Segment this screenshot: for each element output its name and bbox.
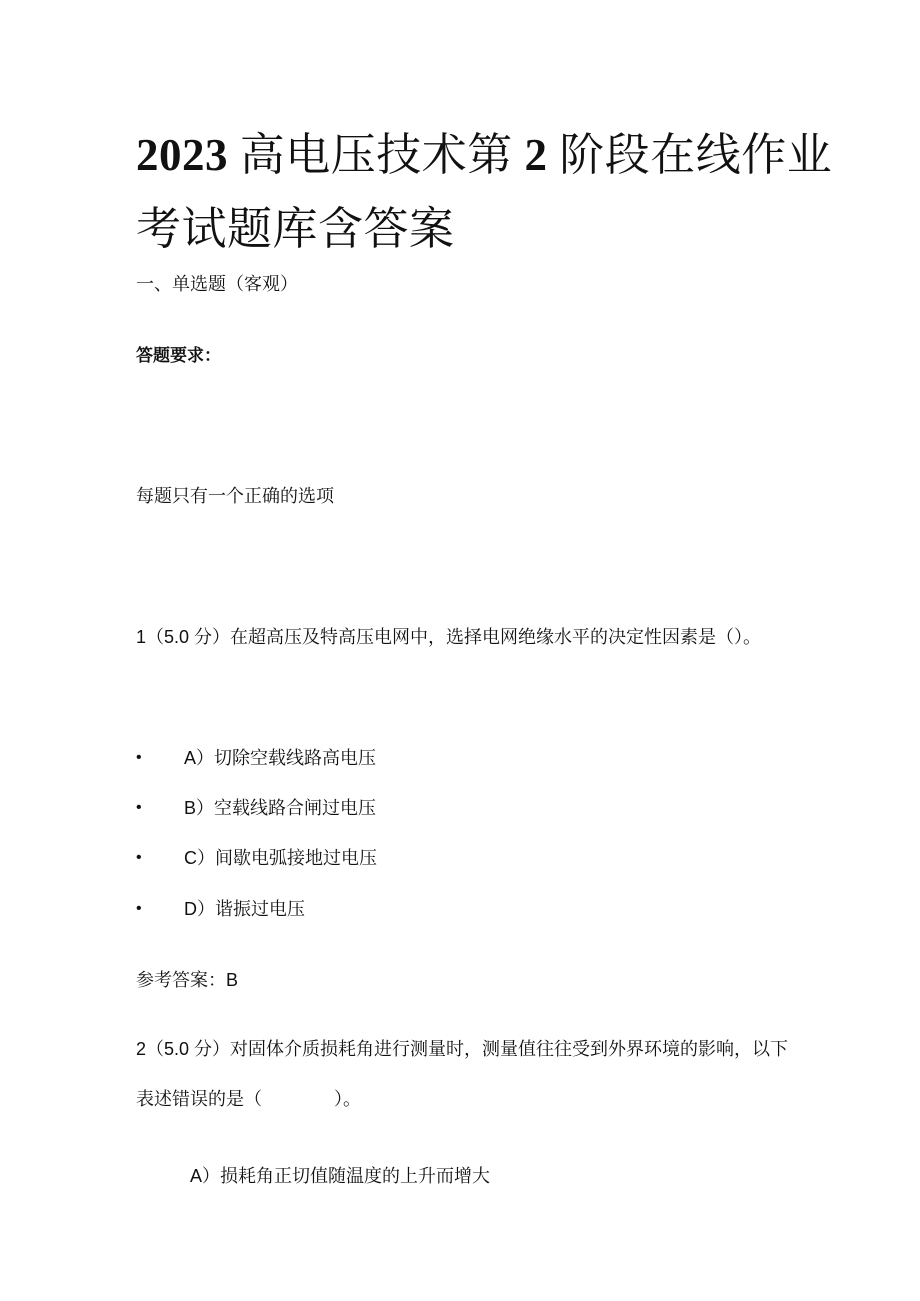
option-label: A）切除空载线路高电压 <box>184 748 377 768</box>
title-part1: 高电压技术第 <box>239 130 513 180</box>
title-part2: 阶段在线作业 <box>559 130 833 180</box>
question-1-option-c <box>136 844 377 872</box>
question-1-answer: 参考答案：B <box>136 970 239 990</box>
section-heading: 一、单选题（客观） <box>136 274 298 294</box>
question-1-option-b <box>136 794 376 822</box>
requirement-text: 每题只有一个正确的选项 <box>136 486 334 506</box>
option-label: C）间歇电弧接地过电压 <box>184 848 377 868</box>
requirement-label: 答题要求： <box>136 346 221 365</box>
question-2-option-a: A）损耗角正切值随温度的上升而增大 <box>190 1166 491 1186</box>
title-line2: 考试题库含答案 <box>136 204 455 254</box>
title-number: 2 <box>524 130 548 180</box>
question-2-text: 2（5.0 分）对固体介质损耗角进行测量时，测量值往往受到外界环境的影响，以下表述错误的是（ ）。 <box>136 1039 789 1109</box>
option-label: D）谐振过电压 <box>184 899 305 919</box>
bullet-icon: • <box>136 799 142 816</box>
question-1-option-a <box>136 744 376 772</box>
question-1-text: 1（5.0 分）在超高压及特高压电网中，选择电网绝缘水平的决定性因素是（）。 <box>136 627 762 647</box>
bullet-icon: • <box>136 900 142 917</box>
title-year: 2023 <box>136 130 228 180</box>
bullet-icon: • <box>136 849 142 866</box>
option-label: B）空载线路合闸过电压 <box>184 798 377 818</box>
question-1-option-d <box>136 895 305 923</box>
document-title <box>136 118 836 266</box>
bullet-icon: • <box>136 749 142 766</box>
